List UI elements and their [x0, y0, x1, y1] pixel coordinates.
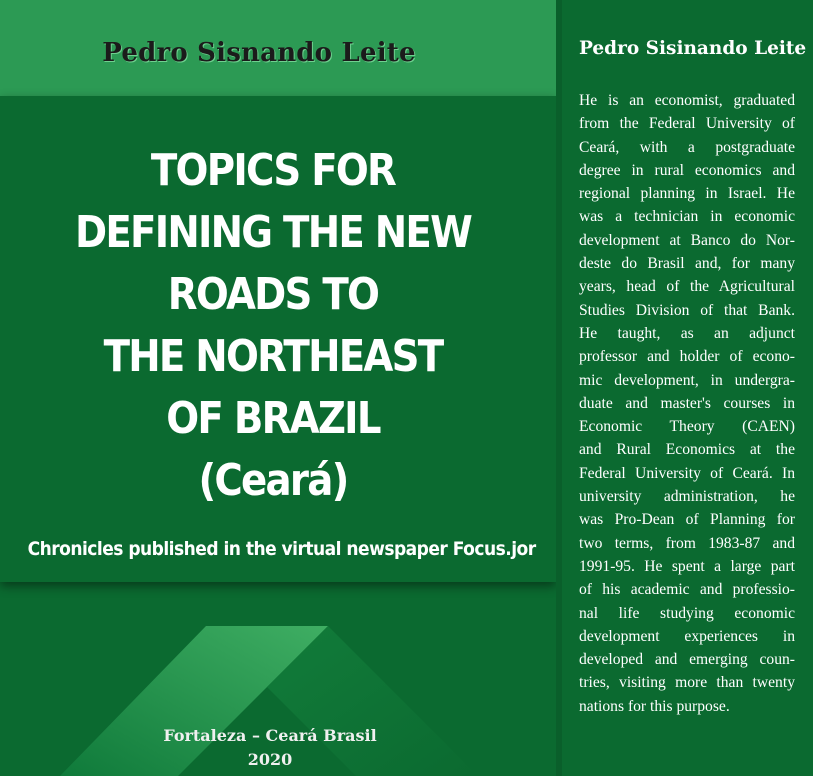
- bio-line: 1991-95. He spent a large part: [579, 557, 795, 575]
- bio-line: duate and master's courses in: [579, 394, 795, 412]
- bio-line: professor and holder of econo-: [579, 348, 795, 366]
- bio-line: Ceará, with a postgraduate: [579, 138, 795, 156]
- bio-line: development at Banco do Nor-: [579, 231, 795, 249]
- bio-line: Federal University of Ceará. In: [579, 464, 795, 482]
- bio-line: university administration, he: [579, 488, 795, 506]
- bio-line: was Pro-Dean of Planning for: [579, 511, 795, 529]
- bio-line: nations for this purpose.: [579, 697, 730, 715]
- bio-line: and Rural Economics at the: [579, 441, 795, 459]
- title-line: DEFINING THE NEW: [74, 207, 472, 258]
- publication-year: 2020: [247, 750, 293, 769]
- bio-line: of his academic and professio-: [579, 581, 795, 599]
- bio-line: development experiences in: [579, 627, 795, 645]
- bio-line: deste do Brasil and, for many: [579, 255, 795, 273]
- bio-line: tries, visiting more than twenty: [579, 674, 795, 692]
- bio-line: He taught, as an adjunct: [579, 324, 795, 342]
- bio-line: two terms, from 1983-87 and: [579, 534, 795, 552]
- bio-line: nal life studying economic: [579, 604, 795, 622]
- bio-line: Economic Theory (CAEN): [579, 418, 795, 436]
- bio-line: was a technician in economic: [579, 208, 795, 226]
- book-subtitle: Chronicles published in the virtual newspaper Focus.jor: [27, 538, 536, 560]
- title-line: OF BRAZIL: [166, 393, 380, 444]
- bio-line: developed and emerging coun-: [579, 651, 795, 669]
- back-author-name: Pedro Sisinando Leite: [579, 38, 807, 59]
- author-biography: [579, 89, 795, 718]
- bio-line: Studies Division of that Bank.: [579, 301, 795, 319]
- bio-line: mic development, in undergra-: [579, 371, 795, 389]
- bio-line: He is an economist, graduated: [579, 92, 795, 109]
- bio-line: from the Federal University of: [579, 115, 795, 133]
- title-line: TOPICS FOR: [150, 145, 396, 196]
- publication-place: Fortaleza – Ceará Brasil: [163, 726, 377, 745]
- title-line: (Ceará): [198, 455, 348, 506]
- front-author-name: Pedro Sisnando Leite: [102, 38, 416, 68]
- bio-line: regional planning in Israel. He: [579, 185, 795, 203]
- back-cover: [562, 0, 813, 776]
- bio-line: degree in rural economics and: [579, 161, 795, 179]
- bio-line: years, head of the Agricultural: [579, 278, 795, 296]
- title-line: THE NORTHEAST: [103, 331, 443, 382]
- imprint: [0, 724, 540, 772]
- title-line: ROADS TO: [167, 269, 379, 320]
